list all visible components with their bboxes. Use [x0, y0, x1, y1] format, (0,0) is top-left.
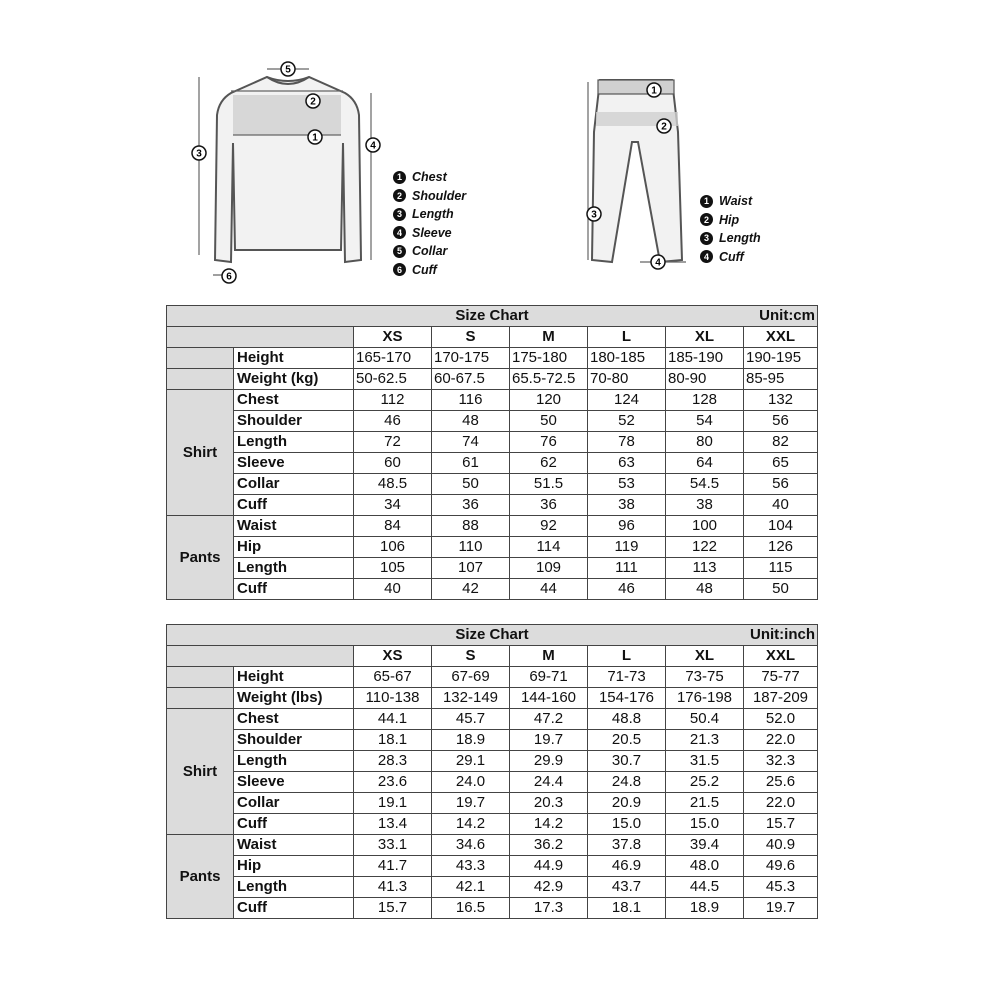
legend-label: Length: [412, 207, 454, 222]
value-cell: 106: [354, 537, 432, 558]
value-cell: 41.3: [354, 877, 432, 898]
size-chart-inch: [166, 624, 818, 919]
row-label: Shoulder: [234, 411, 354, 432]
svg-text:3: 3: [591, 209, 597, 221]
size-header: XS: [354, 327, 432, 348]
value-cell: 43.7: [588, 877, 666, 898]
value-cell: 15.7: [744, 814, 818, 835]
value-cell: 15.0: [588, 814, 666, 835]
row-label: Sleeve: [234, 453, 354, 474]
value-cell: 88: [432, 516, 510, 537]
value-cell: 36: [510, 495, 588, 516]
number-badge-icon: 1: [393, 171, 406, 184]
value-cell: 49.6: [744, 856, 818, 877]
table-row: [167, 877, 818, 898]
value-cell: 175-180: [510, 348, 588, 369]
value-cell: 100: [666, 516, 744, 537]
legend-item: [393, 168, 466, 187]
table-row: [167, 390, 818, 411]
legend-label: Sleeve: [412, 225, 452, 240]
table-row: [167, 772, 818, 793]
row-label: Cuff: [234, 898, 354, 919]
value-cell: 15.0: [666, 814, 744, 835]
value-cell: 72: [354, 432, 432, 453]
row-label: Collar: [234, 793, 354, 814]
value-cell: 13.4: [354, 814, 432, 835]
unit-label: Unit:cm: [759, 307, 815, 324]
size-header: XXL: [744, 646, 818, 667]
legend-label: Shoulder: [412, 188, 467, 203]
number-marker-icon: [306, 94, 320, 108]
size-header: XXL: [744, 327, 818, 348]
row-label: Weight (kg): [234, 369, 354, 390]
legend-item: [393, 224, 466, 243]
number-badge-icon: 4: [393, 226, 406, 239]
value-cell: 15.7: [354, 898, 432, 919]
value-cell: 38: [588, 495, 666, 516]
value-cell: 50-62.5: [354, 369, 432, 390]
value-cell: 104: [744, 516, 818, 537]
row-label: Height: [234, 348, 354, 369]
number-marker-icon: [647, 83, 661, 97]
legend-label: Hip: [719, 212, 740, 227]
legend-label: Collar: [412, 244, 448, 259]
value-cell: 80-90: [666, 369, 744, 390]
table-row: [167, 579, 818, 600]
value-cell: 21.3: [666, 730, 744, 751]
number-badge-icon: 1: [700, 195, 713, 208]
value-cell: 71-73: [588, 667, 666, 688]
value-cell: 24.8: [588, 772, 666, 793]
table-row: [167, 516, 818, 537]
number-marker-icon: [366, 138, 380, 152]
value-cell: 42: [432, 579, 510, 600]
table-row: [167, 369, 818, 390]
number-marker-icon: [192, 146, 206, 160]
value-cell: 19.7: [510, 730, 588, 751]
value-cell: 44.5: [666, 877, 744, 898]
table-row: [167, 709, 818, 730]
value-cell: 80: [666, 432, 744, 453]
svg-text:2: 2: [310, 96, 316, 108]
table-row: [167, 474, 818, 495]
value-cell: 144-160: [510, 688, 588, 709]
value-cell: 69-71: [510, 667, 588, 688]
value-cell: 65.5-72.5: [510, 369, 588, 390]
row-label: Hip: [234, 856, 354, 877]
value-cell: 128: [666, 390, 744, 411]
category-label: Shirt: [167, 390, 234, 516]
value-cell: 53: [588, 474, 666, 495]
table-row: [167, 411, 818, 432]
value-cell: 48: [666, 579, 744, 600]
table-row: [167, 348, 818, 369]
table-row: [167, 432, 818, 453]
value-cell: 42.9: [510, 877, 588, 898]
number-badge-icon: 6: [393, 263, 406, 276]
unit-label: Unit:inch: [750, 626, 815, 643]
size-header: XL: [666, 646, 744, 667]
value-cell: 51.5: [510, 474, 588, 495]
value-cell: 22.0: [744, 730, 818, 751]
value-cell: 54.5: [666, 474, 744, 495]
value-cell: 33.1: [354, 835, 432, 856]
value-cell: 85-95: [744, 369, 818, 390]
legend-item: [700, 192, 761, 211]
legend-item: [393, 242, 466, 261]
table-row: [167, 453, 818, 474]
value-cell: 60: [354, 453, 432, 474]
legend-item: [393, 205, 466, 224]
value-cell: 36: [432, 495, 510, 516]
svg-text:6: 6: [226, 271, 232, 283]
value-cell: 28.3: [354, 751, 432, 772]
size-header-row: [167, 327, 818, 348]
number-marker-icon: [657, 119, 671, 133]
number-marker-icon: [587, 207, 601, 221]
number-marker-icon: [308, 130, 322, 144]
legend-item: [700, 229, 761, 248]
table-row: [167, 835, 818, 856]
row-label: Sleeve: [234, 772, 354, 793]
value-cell: 46: [354, 411, 432, 432]
value-cell: 120: [510, 390, 588, 411]
value-cell: 37.8: [588, 835, 666, 856]
value-cell: 18.1: [354, 730, 432, 751]
table-row: [167, 688, 818, 709]
value-cell: 46.9: [588, 856, 666, 877]
value-cell: 60-67.5: [432, 369, 510, 390]
value-cell: 64: [666, 453, 744, 474]
value-cell: 52: [588, 411, 666, 432]
row-label: Length: [234, 751, 354, 772]
value-cell: 82: [744, 432, 818, 453]
size-header: S: [432, 646, 510, 667]
value-cell: 114: [510, 537, 588, 558]
value-cell: 31.5: [666, 751, 744, 772]
table-row: [167, 558, 818, 579]
value-cell: 109: [510, 558, 588, 579]
value-cell: 96: [588, 516, 666, 537]
size-chart-cm: [166, 305, 818, 600]
value-cell: 25.6: [744, 772, 818, 793]
value-cell: 54: [666, 411, 744, 432]
legend-label: Cuff: [412, 262, 437, 277]
value-cell: 84: [354, 516, 432, 537]
value-cell: 18.9: [666, 898, 744, 919]
value-cell: 14.2: [510, 814, 588, 835]
value-cell: 18.9: [432, 730, 510, 751]
value-cell: 119: [588, 537, 666, 558]
value-cell: 50: [510, 411, 588, 432]
blank-cell: [167, 348, 234, 369]
row-label: Hip: [234, 537, 354, 558]
value-cell: 132-149: [432, 688, 510, 709]
value-cell: 45.3: [744, 877, 818, 898]
value-cell: 113: [666, 558, 744, 579]
svg-text:4: 4: [655, 257, 661, 269]
value-cell: 92: [510, 516, 588, 537]
value-cell: 22.0: [744, 793, 818, 814]
value-cell: 36.2: [510, 835, 588, 856]
table-row: [167, 898, 818, 919]
value-cell: 65: [744, 453, 818, 474]
value-cell: 176-198: [666, 688, 744, 709]
size-header: M: [510, 327, 588, 348]
value-cell: 16.5: [432, 898, 510, 919]
value-cell: 40: [354, 579, 432, 600]
legend-item: [700, 211, 761, 230]
table-row: [167, 856, 818, 877]
blank-cell: [167, 327, 354, 348]
size-header: XL: [666, 327, 744, 348]
value-cell: 48.5: [354, 474, 432, 495]
value-cell: 44.9: [510, 856, 588, 877]
size-header: XS: [354, 646, 432, 667]
value-cell: 74: [432, 432, 510, 453]
value-cell: 44.1: [354, 709, 432, 730]
value-cell: 38: [666, 495, 744, 516]
value-cell: 23.6: [354, 772, 432, 793]
value-cell: 39.4: [666, 835, 744, 856]
row-label: Height: [234, 667, 354, 688]
row-label: Cuff: [234, 495, 354, 516]
svg-text:1: 1: [651, 85, 657, 97]
value-cell: 112: [354, 390, 432, 411]
value-cell: 43.3: [432, 856, 510, 877]
value-cell: 24.0: [432, 772, 510, 793]
table-row: [167, 793, 818, 814]
category-label: Pants: [167, 516, 234, 600]
value-cell: 19.7: [744, 898, 818, 919]
value-cell: 132: [744, 390, 818, 411]
value-cell: 17.3: [510, 898, 588, 919]
value-cell: 45.7: [432, 709, 510, 730]
legend-label: Chest: [412, 170, 447, 185]
value-cell: 105: [354, 558, 432, 579]
category-label: Pants: [167, 835, 234, 919]
value-cell: 78: [588, 432, 666, 453]
value-cell: 56: [744, 474, 818, 495]
value-cell: 18.1: [588, 898, 666, 919]
size-header-row: [167, 646, 818, 667]
value-cell: 75-77: [744, 667, 818, 688]
table-row: [167, 730, 818, 751]
value-cell: 48.0: [666, 856, 744, 877]
number-badge-icon: 5: [393, 245, 406, 258]
row-label: Cuff: [234, 579, 354, 600]
value-cell: 19.7: [432, 793, 510, 814]
row-label: Waist: [234, 835, 354, 856]
value-cell: 34: [354, 495, 432, 516]
value-cell: 24.4: [510, 772, 588, 793]
value-cell: 29.1: [432, 751, 510, 772]
blank-cell: [167, 646, 354, 667]
value-cell: 25.2: [666, 772, 744, 793]
value-cell: 115: [744, 558, 818, 579]
value-cell: 50.4: [666, 709, 744, 730]
value-cell: 52.0: [744, 709, 818, 730]
value-cell: 124: [588, 390, 666, 411]
value-cell: 187-209: [744, 688, 818, 709]
value-cell: 44: [510, 579, 588, 600]
chart-title: Size Chart: [455, 626, 529, 643]
value-cell: 41.7: [354, 856, 432, 877]
value-cell: 190-195: [744, 348, 818, 369]
legend-label: Length: [719, 231, 761, 246]
number-badge-icon: 4: [700, 250, 713, 263]
value-cell: 62: [510, 453, 588, 474]
value-cell: 42.1: [432, 877, 510, 898]
value-cell: 20.3: [510, 793, 588, 814]
value-cell: 63: [588, 453, 666, 474]
value-cell: 110: [432, 537, 510, 558]
legend-label: Cuff: [719, 249, 744, 264]
value-cell: 126: [744, 537, 818, 558]
size-header: S: [432, 327, 510, 348]
value-cell: 30.7: [588, 751, 666, 772]
value-cell: 50: [432, 474, 510, 495]
value-cell: 50: [744, 579, 818, 600]
table-row: [167, 495, 818, 516]
pants-legend: [700, 192, 761, 266]
value-cell: 185-190: [666, 348, 744, 369]
shirt-diagram: [185, 55, 390, 285]
value-cell: 180-185: [588, 348, 666, 369]
value-cell: 111: [588, 558, 666, 579]
number-badge-icon: 2: [393, 189, 406, 202]
table-row: [167, 751, 818, 772]
value-cell: 32.3: [744, 751, 818, 772]
pants-diagram: [582, 72, 692, 272]
row-label: Cuff: [234, 814, 354, 835]
value-cell: 165-170: [354, 348, 432, 369]
value-cell: 56: [744, 411, 818, 432]
value-cell: 107: [432, 558, 510, 579]
size-header: L: [588, 327, 666, 348]
table-row: [167, 537, 818, 558]
blank-cell: [167, 369, 234, 390]
table-row: [167, 814, 818, 835]
row-label: Shoulder: [234, 730, 354, 751]
value-cell: 154-176: [588, 688, 666, 709]
size-header: L: [588, 646, 666, 667]
legend-item: [700, 248, 761, 267]
table-title: [167, 306, 818, 327]
row-label: Collar: [234, 474, 354, 495]
number-badge-icon: 2: [700, 213, 713, 226]
legend-label: Waist: [719, 194, 753, 209]
value-cell: 65-67: [354, 667, 432, 688]
value-cell: 19.1: [354, 793, 432, 814]
value-cell: 48.8: [588, 709, 666, 730]
svg-text:5: 5: [285, 64, 291, 76]
legend-item: [393, 261, 466, 280]
title-row: [167, 306, 818, 327]
value-cell: 116: [432, 390, 510, 411]
number-marker-icon: [222, 269, 236, 283]
blank-cell: [167, 688, 234, 709]
title-row: [167, 625, 818, 646]
value-cell: 47.2: [510, 709, 588, 730]
value-cell: 40: [744, 495, 818, 516]
number-badge-icon: 3: [700, 232, 713, 245]
value-cell: 20.5: [588, 730, 666, 751]
size-header: M: [510, 646, 588, 667]
value-cell: 34.6: [432, 835, 510, 856]
value-cell: 110-138: [354, 688, 432, 709]
number-marker-icon: [281, 62, 295, 76]
number-marker-icon: [651, 255, 665, 269]
svg-text:3: 3: [196, 148, 202, 160]
value-cell: 48: [432, 411, 510, 432]
value-cell: 14.2: [432, 814, 510, 835]
value-cell: 61: [432, 453, 510, 474]
table-row: [167, 667, 818, 688]
value-cell: 170-175: [432, 348, 510, 369]
table-title: [167, 625, 818, 646]
row-label: Length: [234, 558, 354, 579]
svg-text:2: 2: [661, 121, 667, 133]
row-label: Weight (lbs): [234, 688, 354, 709]
row-label: Length: [234, 432, 354, 453]
value-cell: 122: [666, 537, 744, 558]
row-label: Chest: [234, 709, 354, 730]
chart-title: Size Chart: [455, 307, 529, 324]
number-badge-icon: 3: [393, 208, 406, 221]
row-label: Length: [234, 877, 354, 898]
value-cell: 67-69: [432, 667, 510, 688]
shirt-legend: [393, 168, 466, 279]
value-cell: 29.9: [510, 751, 588, 772]
value-cell: 76: [510, 432, 588, 453]
legend-item: [393, 187, 466, 206]
blank-cell: [167, 667, 234, 688]
category-label: Shirt: [167, 709, 234, 835]
value-cell: 73-75: [666, 667, 744, 688]
value-cell: 46: [588, 579, 666, 600]
row-label: Waist: [234, 516, 354, 537]
svg-text:1: 1: [312, 132, 318, 144]
value-cell: 20.9: [588, 793, 666, 814]
value-cell: 40.9: [744, 835, 818, 856]
value-cell: 21.5: [666, 793, 744, 814]
value-cell: 70-80: [588, 369, 666, 390]
row-label: Chest: [234, 390, 354, 411]
svg-text:4: 4: [370, 140, 376, 152]
